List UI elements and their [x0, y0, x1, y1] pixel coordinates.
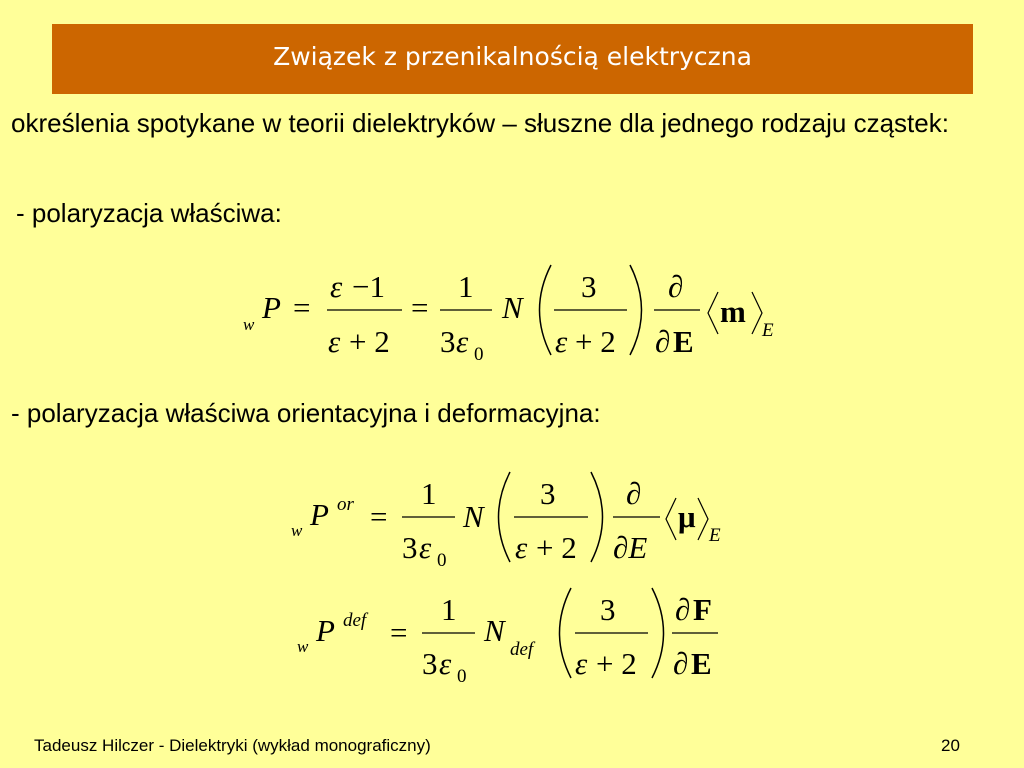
eq2-partial-num: ∂ — [626, 476, 642, 511]
eq3-eps0: ε — [439, 646, 452, 681]
eq1-E-subscript: E — [762, 320, 774, 341]
eq3-def-superscript: def — [343, 610, 367, 631]
eq2-one: 1 — [421, 476, 437, 511]
footer-author: Tadeusz Hilczer - Dielektryki (wykład monograficzny) — [34, 736, 431, 755]
eq3-three-num: 3 — [600, 592, 616, 627]
eq3-plus-two: + 2 — [596, 646, 637, 681]
equation-polaryzacja-deformacyjna — [297, 588, 718, 687]
eq2-left-angle — [666, 498, 676, 540]
eq3-zero-subscript: 0 — [457, 666, 467, 687]
eq1-w-subscript: w — [243, 315, 255, 334]
eq3-partial-den: ∂ — [673, 646, 689, 681]
equation-polaryzacja-wlasciwa — [243, 265, 774, 365]
slide-title: Związek z przenikalnością elektryczna — [273, 41, 752, 71]
eq3-N: N — [484, 613, 505, 648]
eq3-partial-num: ∂ — [675, 592, 691, 627]
eq1-minus-one: −1 — [352, 269, 385, 304]
eq3-eps-den: ε — [575, 646, 588, 681]
eq3-left-paren — [560, 588, 572, 678]
eq3-P: P — [316, 613, 335, 648]
eq3-right-paren — [652, 588, 664, 678]
eq2-three: 3 — [402, 530, 418, 565]
eq2-P: P — [310, 497, 329, 532]
eq2-mu-bold: μ — [678, 499, 696, 534]
eq1-left-paren — [540, 265, 552, 355]
eq3-def-subscript: def — [510, 639, 534, 660]
eq1-left-angle — [708, 292, 718, 334]
eq2-w-subscript: w — [291, 521, 303, 540]
eq1-equals-1: = — [293, 290, 311, 325]
eq1-right-angle — [752, 292, 762, 334]
eq3-one: 1 — [441, 592, 457, 627]
eq1-three-num: 3 — [581, 269, 597, 304]
eq2-E-subscript: E — [709, 525, 721, 546]
eq1-three: 3 — [440, 324, 456, 359]
eq3-E-bold: E — [691, 646, 712, 681]
eq2-eps-den: ε — [515, 530, 528, 565]
bullet-polaryzacja-wlasciwa: - polaryzacja właściwa: — [16, 198, 282, 228]
eq2-eps0: ε — [419, 530, 432, 565]
eq1-E-bold: E — [673, 324, 694, 359]
eq2-right-angle — [698, 498, 708, 540]
intro-text: określenia spotykane w teorii dielektryków – słuszne dla jednego rodzaju cząstek: — [11, 108, 949, 138]
eq3-w-subscript: w — [297, 637, 309, 656]
eq2-left-paren — [499, 472, 511, 562]
eq2-N: N — [463, 499, 484, 534]
eq1-eps-den-2: ε — [555, 324, 568, 359]
eq2-partial-E: ∂E — [613, 530, 648, 565]
eq2-three-num: 3 — [540, 476, 556, 511]
eq1-zero-subscript: 0 — [474, 344, 484, 365]
eq2-zero-subscript: 0 — [437, 550, 447, 571]
bullet-polaryzacja-orientacyjna-deformacyjna: - polaryzacja właściwa orientacyjna i deformacyjna: — [11, 398, 601, 428]
eq1-eps-num: ε — [330, 269, 343, 304]
eq2-or-superscript: or — [337, 494, 354, 515]
eq2-right-paren — [591, 472, 603, 562]
eq1-P: P — [262, 290, 281, 325]
eq1-plus-two-2: + 2 — [575, 324, 616, 359]
equation-polaryzacja-orientacyjna — [291, 472, 721, 571]
eq1-one: 1 — [458, 269, 474, 304]
eq2-plus-two: + 2 — [536, 530, 577, 565]
eq2-equals: = — [370, 499, 388, 534]
eq1-right-paren — [630, 265, 642, 355]
eq3-equals: = — [390, 615, 408, 650]
eq3-three: 3 — [422, 646, 438, 681]
eq1-equals-2: = — [411, 290, 429, 325]
eq1-eps-den: ε — [328, 324, 341, 359]
eq1-eps0: ε — [456, 324, 469, 359]
footer-page-number: 20 — [941, 736, 960, 755]
eq1-partial-num: ∂ — [668, 269, 684, 304]
eq1-partial-den: ∂ — [655, 324, 671, 359]
eq1-N: N — [502, 290, 523, 325]
eq3-F-bold: F — [693, 592, 712, 627]
eq1-m-bold: m — [720, 294, 746, 329]
eq1-plus-two: + 2 — [349, 324, 390, 359]
